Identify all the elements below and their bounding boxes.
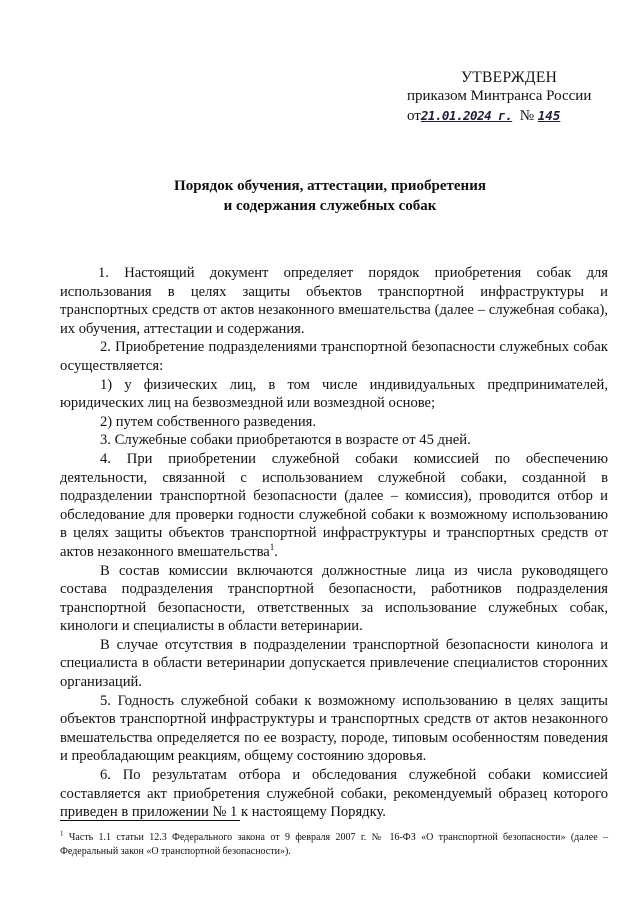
document-body [60,264,608,822]
document-title [60,176,600,216]
handwritten-date: 21.01.2024 г. [420,108,513,123]
paragraph-6: 6. По результатам отбора и обследования служебной собаки комиссией составляется акт приобретения служебной собаки, рекомендуемый образец которого приведен в приложении № 1 к настоящему Порядку. [60,767,608,821]
paragraph-absence: В случае отсутствия в подразделении транспортной безопасности кинолога и специалиста в области ветеринарии допускается привлечение специалистов сторонних организаций. [60,636,608,691]
paragraph-commission: В состав комиссии включаются должностные лица из числа руководящего состава подразделения транспортной безопасности, работников подразделения транспортной безопасности, ответственных за использование служебных собак, кинологи и специалисты в области ветеринарии. [60,562,608,635]
date-prefix: от [407,108,421,124]
title-line-1: Порядок обучения, аттестации, приобретения [174,178,486,194]
paragraph-4-text: 4. При приобретении служебной собаки комиссией по обеспечению деятельности, связанной с использованием служебной собаки, созданной в подразделении транспортной безопасности (далее – комиссия), проводится отбор и обследование для проверки годности служебной собаки к возможному использованию в целях защиты объектов транспортной инфраструктуры и транспортных средств от актов незаконного вмешательства [60,450,608,560]
footnote-text: Часть 1.1 статьи 12.3 Федерального закона от 9 февраля 2007 г. № 16-ФЗ «О транспортной безопасности» (далее – Федеральный закон «О транспортной безопасности»). [60,832,609,857]
paragraph-2: 2. Приобретение подразделениями транспортной безопасности служебных собак осуществляется: [60,339,608,374]
footnote-mark: 1 [60,829,64,838]
paragraph-2-item-1: 1) у физических лиц, в том числе индивидуальных предпринимателей, юридических лиц на безвозмездной или возмездной основе; [60,376,608,412]
footnote-divider [60,820,240,821]
handwritten-number: 145 [537,108,561,123]
footnote [60,831,608,859]
approval-order-line: приказом Минтранса России [407,88,592,104]
paragraph-3: 3. Служебные собаки приобретаются в возрасте от 45 дней. [100,432,471,449]
paragraph-4-end: . [274,543,278,560]
footnote-reference: 1 [269,542,275,553]
paragraph-5: 5. Годность служебной собаки к возможному использованию в целях защиты объектов транспортной инфраструктуры и транспортных средств от актов незаконного вмешательства определяется по ее возрасту, породе, типовым особенностям поведения и преобладающим реакциям, общему состоянию здоровья. [60,692,608,765]
approval-stamp [405,68,620,126]
paragraph-2-item-2: 2) путем собственного разведения. [100,413,316,430]
approval-heading: УТВЕРЖДЕН [461,69,558,86]
number-prefix: № [519,108,535,124]
paragraph-4 [60,450,608,562]
paragraph-1: 1. Настоящий документ определяет порядок приобретения собак для использования в целях защиты объектов транспортной инфраструктуры и транспортных средств от актов незаконного вмешательства (далее – служебная собака), их обучения, аттестации и содержания. [60,265,608,337]
title-line-2: и содержания служебных собак [223,198,437,214]
approval-date-number-line [405,106,620,126]
